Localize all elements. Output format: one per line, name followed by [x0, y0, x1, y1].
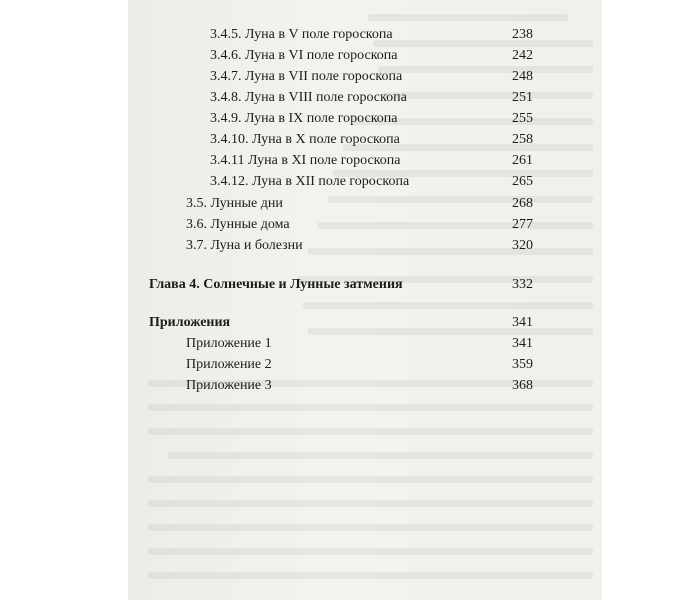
- toc-entry-page: 277: [512, 217, 533, 232]
- toc-entry-title: 3.7. Луна и болезни: [186, 238, 303, 253]
- toc-entry: [186, 354, 533, 376]
- toc-entry-page: 261: [512, 153, 533, 168]
- toc-entry-title: 3.4.10. Луна в X поле гороскопа: [210, 132, 400, 147]
- toc-entry-title: Глава 4. Солнечные и Лунные затмения: [149, 277, 403, 292]
- toc-entry: [186, 235, 533, 257]
- book-page: [128, 0, 602, 600]
- toc-entry: [210, 108, 533, 130]
- toc-appendices-heading: [149, 312, 533, 334]
- toc-entry-title: 3.4.9. Луна в IX поле гороскопа: [210, 111, 398, 126]
- toc-entry: [210, 171, 533, 193]
- toc-entry: [210, 150, 533, 172]
- toc-entry: [210, 87, 533, 109]
- toc-entry-page: 251: [512, 90, 533, 105]
- toc-entry-title: 3.5. Лунные дни: [186, 196, 283, 211]
- toc-entry: [210, 24, 533, 46]
- toc-entry-page: 359: [512, 357, 533, 372]
- toc-entry: [210, 45, 533, 67]
- toc-entry: [210, 66, 533, 88]
- toc-entry-title: Приложения: [149, 315, 231, 330]
- toc-entry-page: 255: [512, 111, 533, 126]
- table-of-contents: [128, 0, 602, 600]
- toc-entry-title: 3.4.8. Луна в VIII поле гороскопа: [210, 90, 407, 105]
- toc-entry: [186, 333, 533, 355]
- toc-entry-page: 341: [512, 336, 533, 351]
- toc-entry: [186, 375, 533, 397]
- toc-entry-page: 341: [512, 315, 533, 330]
- toc-entry-title: Приложение 2: [186, 357, 272, 372]
- toc-entry: [186, 214, 533, 236]
- toc-entry-title: Приложение 1: [186, 336, 272, 351]
- toc-chapter-heading: [149, 274, 533, 296]
- toc-entry-title: 3.6. Лунные дома: [186, 217, 290, 232]
- toc-entry-title: Приложение 3: [186, 378, 272, 393]
- toc-entry: [210, 129, 533, 151]
- toc-entry-page: 368: [512, 378, 533, 393]
- toc-entry-page: 265: [512, 174, 533, 189]
- toc-entry-page: 248: [512, 69, 533, 84]
- toc-entry: [186, 193, 533, 215]
- toc-entry-page: 268: [512, 196, 533, 211]
- toc-entry-page: 238: [512, 27, 533, 42]
- toc-entry-page: 332: [512, 277, 533, 292]
- toc-entry-page: 258: [512, 132, 533, 147]
- toc-entry-title: 3.4.7. Луна в VII поле гороскопа: [210, 69, 403, 84]
- toc-entry-title: 3.4.12. Луна в XII поле гороскопа: [210, 174, 410, 189]
- toc-entry-title: 3.4.6. Луна в VI поле гороскопа: [210, 48, 398, 63]
- toc-entry-page: 242: [512, 48, 533, 63]
- toc-entry-title: 3.4.5. Луна в V поле гороскопа: [210, 27, 393, 42]
- toc-entry-title: 3.4.11 Луна в XI поле гороскопа: [210, 153, 401, 168]
- toc-entry-page: 320: [512, 238, 533, 253]
